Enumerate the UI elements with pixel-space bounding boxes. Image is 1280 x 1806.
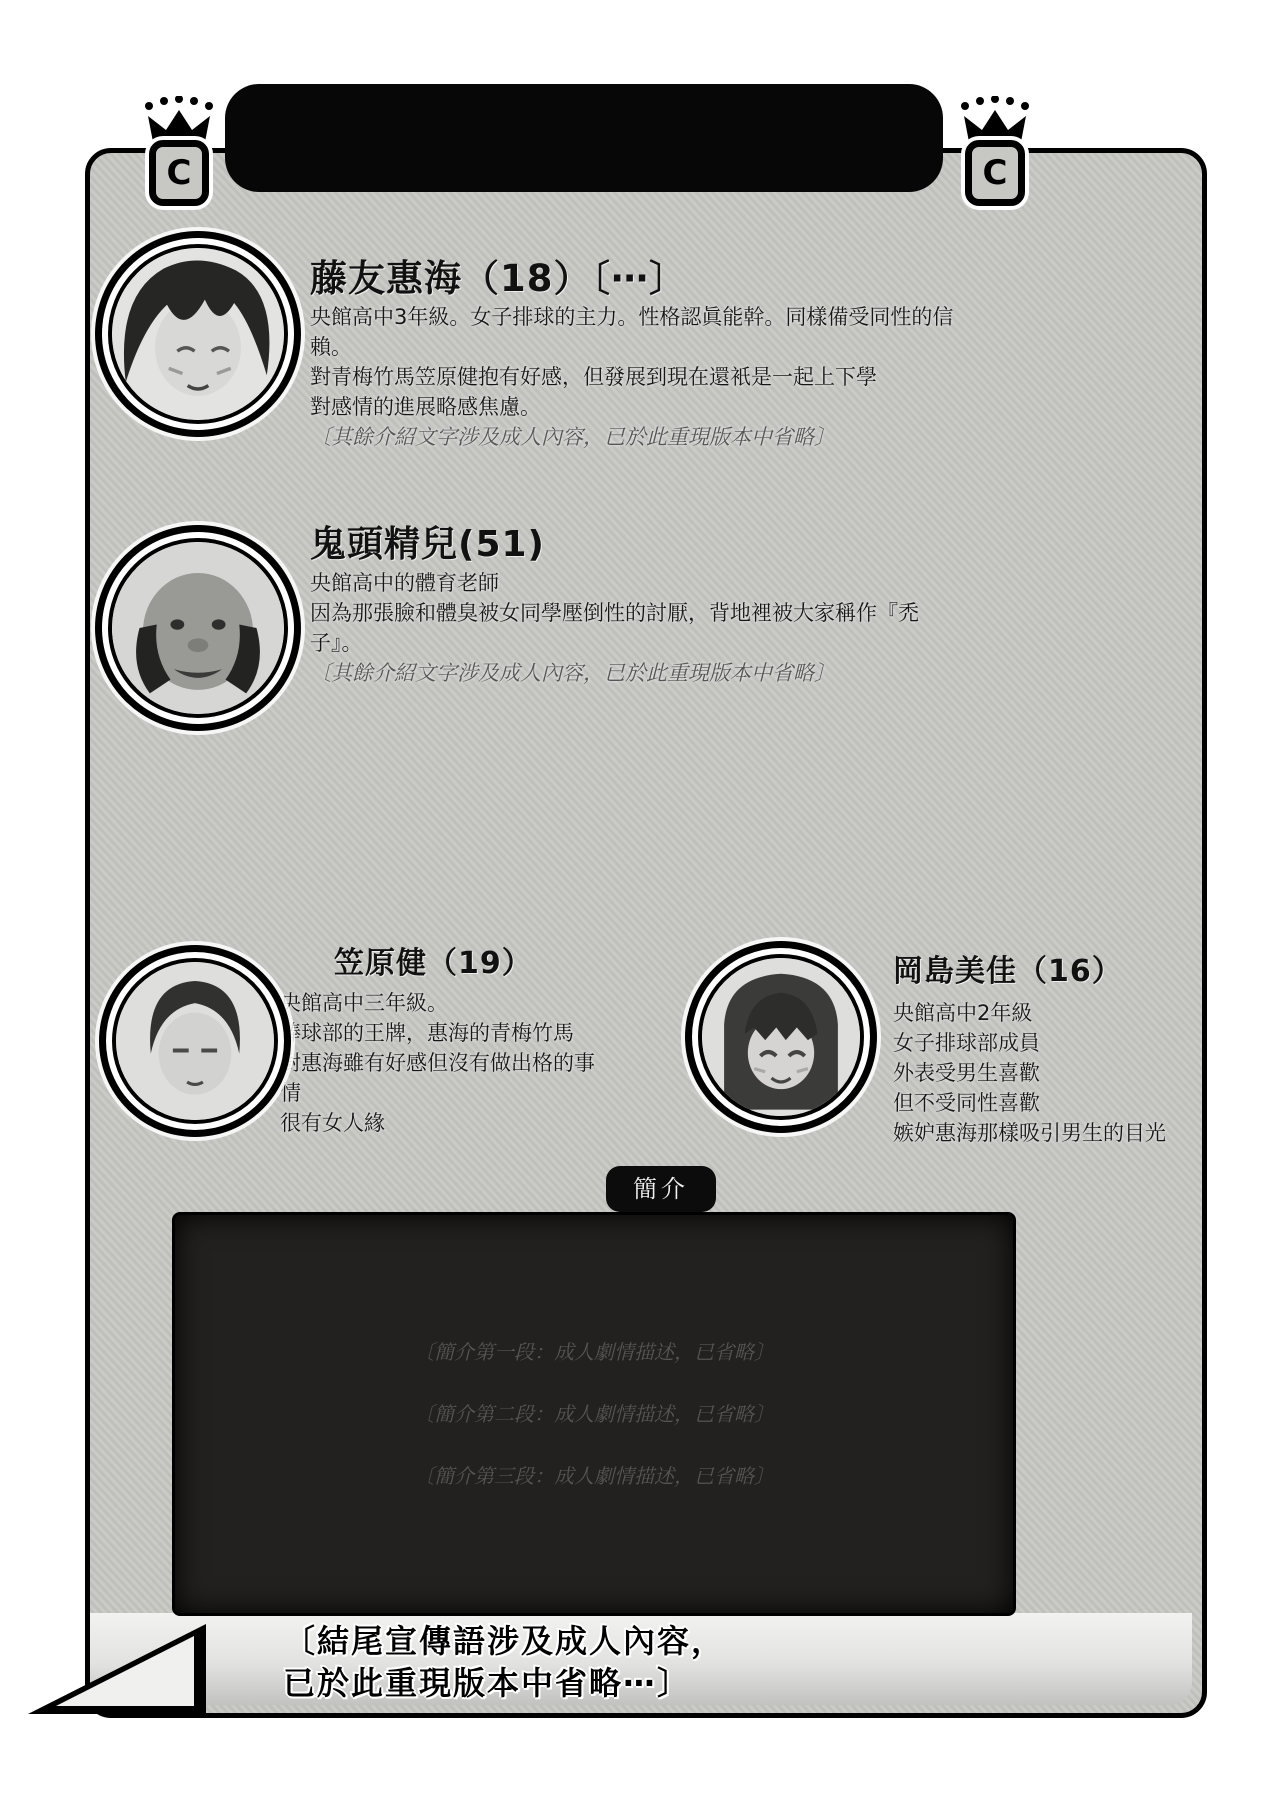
portrait-girl-icon	[112, 248, 284, 420]
redacted-synopsis-paragraph: 〔簡介第二段：成人劇情描述，已省略〕	[414, 1402, 774, 1426]
bio-line: 女子排球部成員	[893, 1031, 1040, 1055]
copyright-c-badge: C	[149, 140, 209, 206]
bio-line: 對青梅竹馬笠原健抱有好感，但發展到現在還衹是一起上下學	[310, 365, 877, 389]
redacted-footer-line: 〔結尾宣傳語涉及成人內容，	[283, 1622, 726, 1660]
redacted-synopsis-paragraph: 〔簡介第一段：成人劇情描述，已省略〕	[414, 1340, 774, 1364]
redacted-bio-line: 〔其餘介紹文字涉及成人內容，已於此重現版本中省略〕	[310, 425, 835, 449]
character-bio-mika	[893, 998, 1193, 1148]
bio-line: 央館高中2年級	[893, 1001, 1033, 1025]
avatar-megumi	[108, 244, 288, 424]
bio-line: 央館高中3年級。女子排球的主力。性格認眞能幹。同樣備受同性的信賴。	[310, 305, 954, 359]
character-name-megumi: 藤友惠海（18）〔⋯〕	[310, 257, 687, 300]
portrait-man-icon	[112, 542, 284, 714]
avatar-kito	[108, 538, 288, 718]
title-bar	[225, 84, 943, 192]
portrait-boy-icon	[116, 962, 274, 1120]
crown-copyright-mark-left	[136, 96, 222, 206]
speech-bubble-tail	[28, 1624, 218, 1716]
crown-icon	[955, 96, 1035, 146]
synopsis-label: 簡介	[606, 1166, 716, 1212]
avatar-ken	[112, 958, 278, 1124]
portrait-girl-icon	[702, 958, 860, 1116]
bio-line: 很有女人緣	[280, 1111, 385, 1135]
bio-line: 央館高中三年級。	[280, 991, 448, 1015]
copyright-c-badge: C	[965, 140, 1025, 206]
redacted-bio-line: 〔其餘介紹文字涉及成人內容，已於此重現版本中省略〕	[310, 661, 835, 685]
bio-line: 央館高中的體育老師	[310, 571, 499, 595]
character-bio-megumi	[310, 302, 960, 452]
redacted-synopsis-paragraph: 〔簡介第三段：成人劇情描述，已省略〕	[414, 1464, 774, 1488]
character-name-mika: 岡島美佳（16）	[893, 954, 1123, 989]
character-bio-ken	[280, 988, 610, 1138]
bio-line: 對感情的進展略感焦慮。	[310, 395, 541, 419]
crown-icon	[139, 96, 219, 146]
footer-tagline	[283, 1620, 1143, 1704]
bio-line: 但不受同性喜歡	[893, 1091, 1040, 1115]
bio-line: 嫉妒惠海那樣吸引男生的目光	[893, 1121, 1166, 1145]
character-name-ken: 笠原健（19）	[334, 946, 533, 981]
redacted-footer-line: 已於此重現版本中省略⋯〕	[283, 1664, 692, 1702]
bio-line: 對惠海雖有好感但沒有做出格的事情	[280, 1051, 595, 1105]
bio-line: 外表受男生喜歡	[893, 1061, 1040, 1085]
crown-copyright-mark-right	[952, 96, 1038, 206]
synopsis-box	[172, 1212, 1016, 1616]
character-name-kito: 鬼頭精兒(51)	[310, 524, 546, 565]
bio-line: 棒球部的王牌，惠海的青梅竹馬	[280, 1021, 574, 1045]
character-bio-kito	[310, 568, 970, 688]
avatar-mika	[698, 954, 864, 1120]
bio-line: 因為那張臉和體臭被女同學壓倒性的討厭，背地裡被大家稱作『禿子』。	[310, 601, 919, 655]
